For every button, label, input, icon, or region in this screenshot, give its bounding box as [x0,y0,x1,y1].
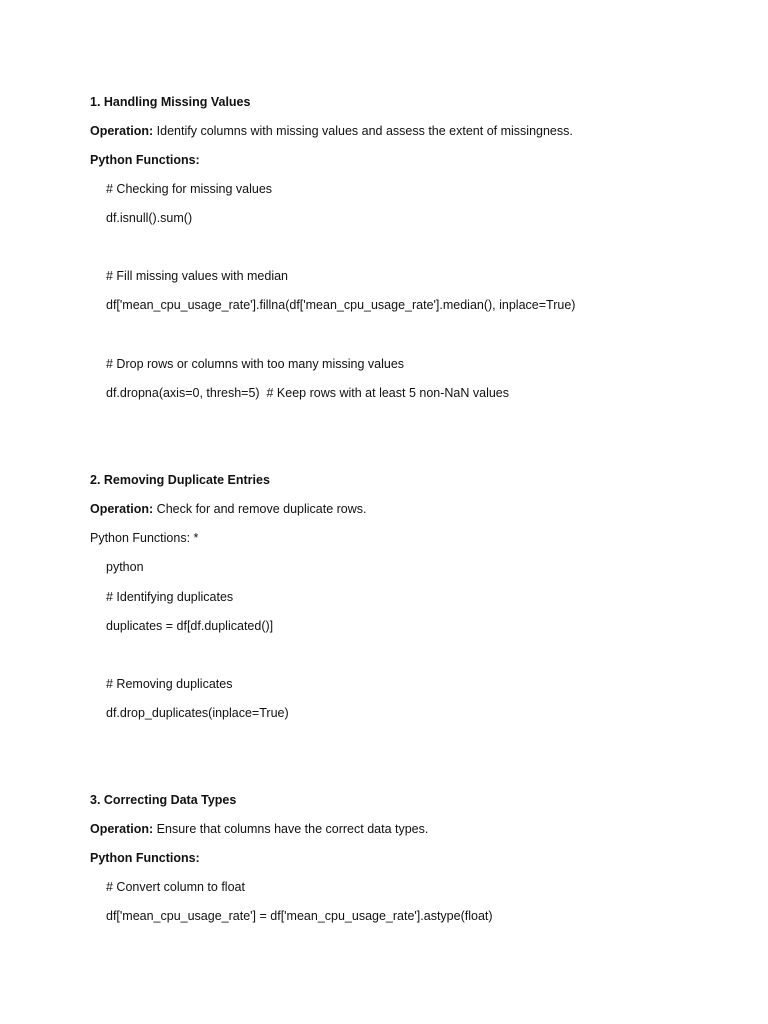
operation-label: Operation: [90,502,154,516]
section-3-heading: 3. Correcting Data Types [90,793,237,807]
code-line: # Drop rows or columns with too many missing values [106,357,405,371]
code-line: # Convert column to float [106,880,245,894]
code-line: duplicates = df[df.duplicated()] [106,619,274,633]
operation-label: Operation: [90,124,154,138]
operation-text: Check for and remove duplicate rows. [153,502,367,516]
section-1-operation [90,123,573,139]
code-line: df['mean_cpu_usage_rate'] = df['mean_cpu_usage_rate'].astype(float) [106,909,493,923]
section-2-functions-label: Python Functions: * [90,531,199,545]
section-3-operation [90,821,428,837]
section-2-heading: 2. Removing Duplicate Entries [90,473,270,487]
code-line: python [106,560,144,574]
section-2-operation [90,501,367,517]
operation-text: Ensure that columns have the correct data types. [153,822,429,836]
code-line: df.drop_duplicates(inplace=True) [106,706,289,720]
code-line: df['mean_cpu_usage_rate'].fillna(df['mean_cpu_usage_rate'].median(), inplace=True) [106,298,576,312]
code-line: # Identifying duplicates [106,590,234,604]
section-1-heading: 1. Handling Missing Values [90,95,251,109]
section-3-functions-label: Python Functions: [90,851,200,865]
code-line: df.dropna(axis=0, thresh=5) # Keep rows with at least 5 non-NaN values [106,386,509,400]
code-line: # Fill missing values with median [106,269,289,283]
section-1-functions-label: Python Functions: [90,153,200,167]
code-line: # Removing duplicates [106,677,233,691]
code-line: df.isnull().sum() [106,211,193,225]
code-line: # Checking for missing values [106,182,273,196]
operation-label: Operation: [90,822,154,836]
operation-text: Identify columns with missing values and assess the extent of missingness. [153,124,573,138]
